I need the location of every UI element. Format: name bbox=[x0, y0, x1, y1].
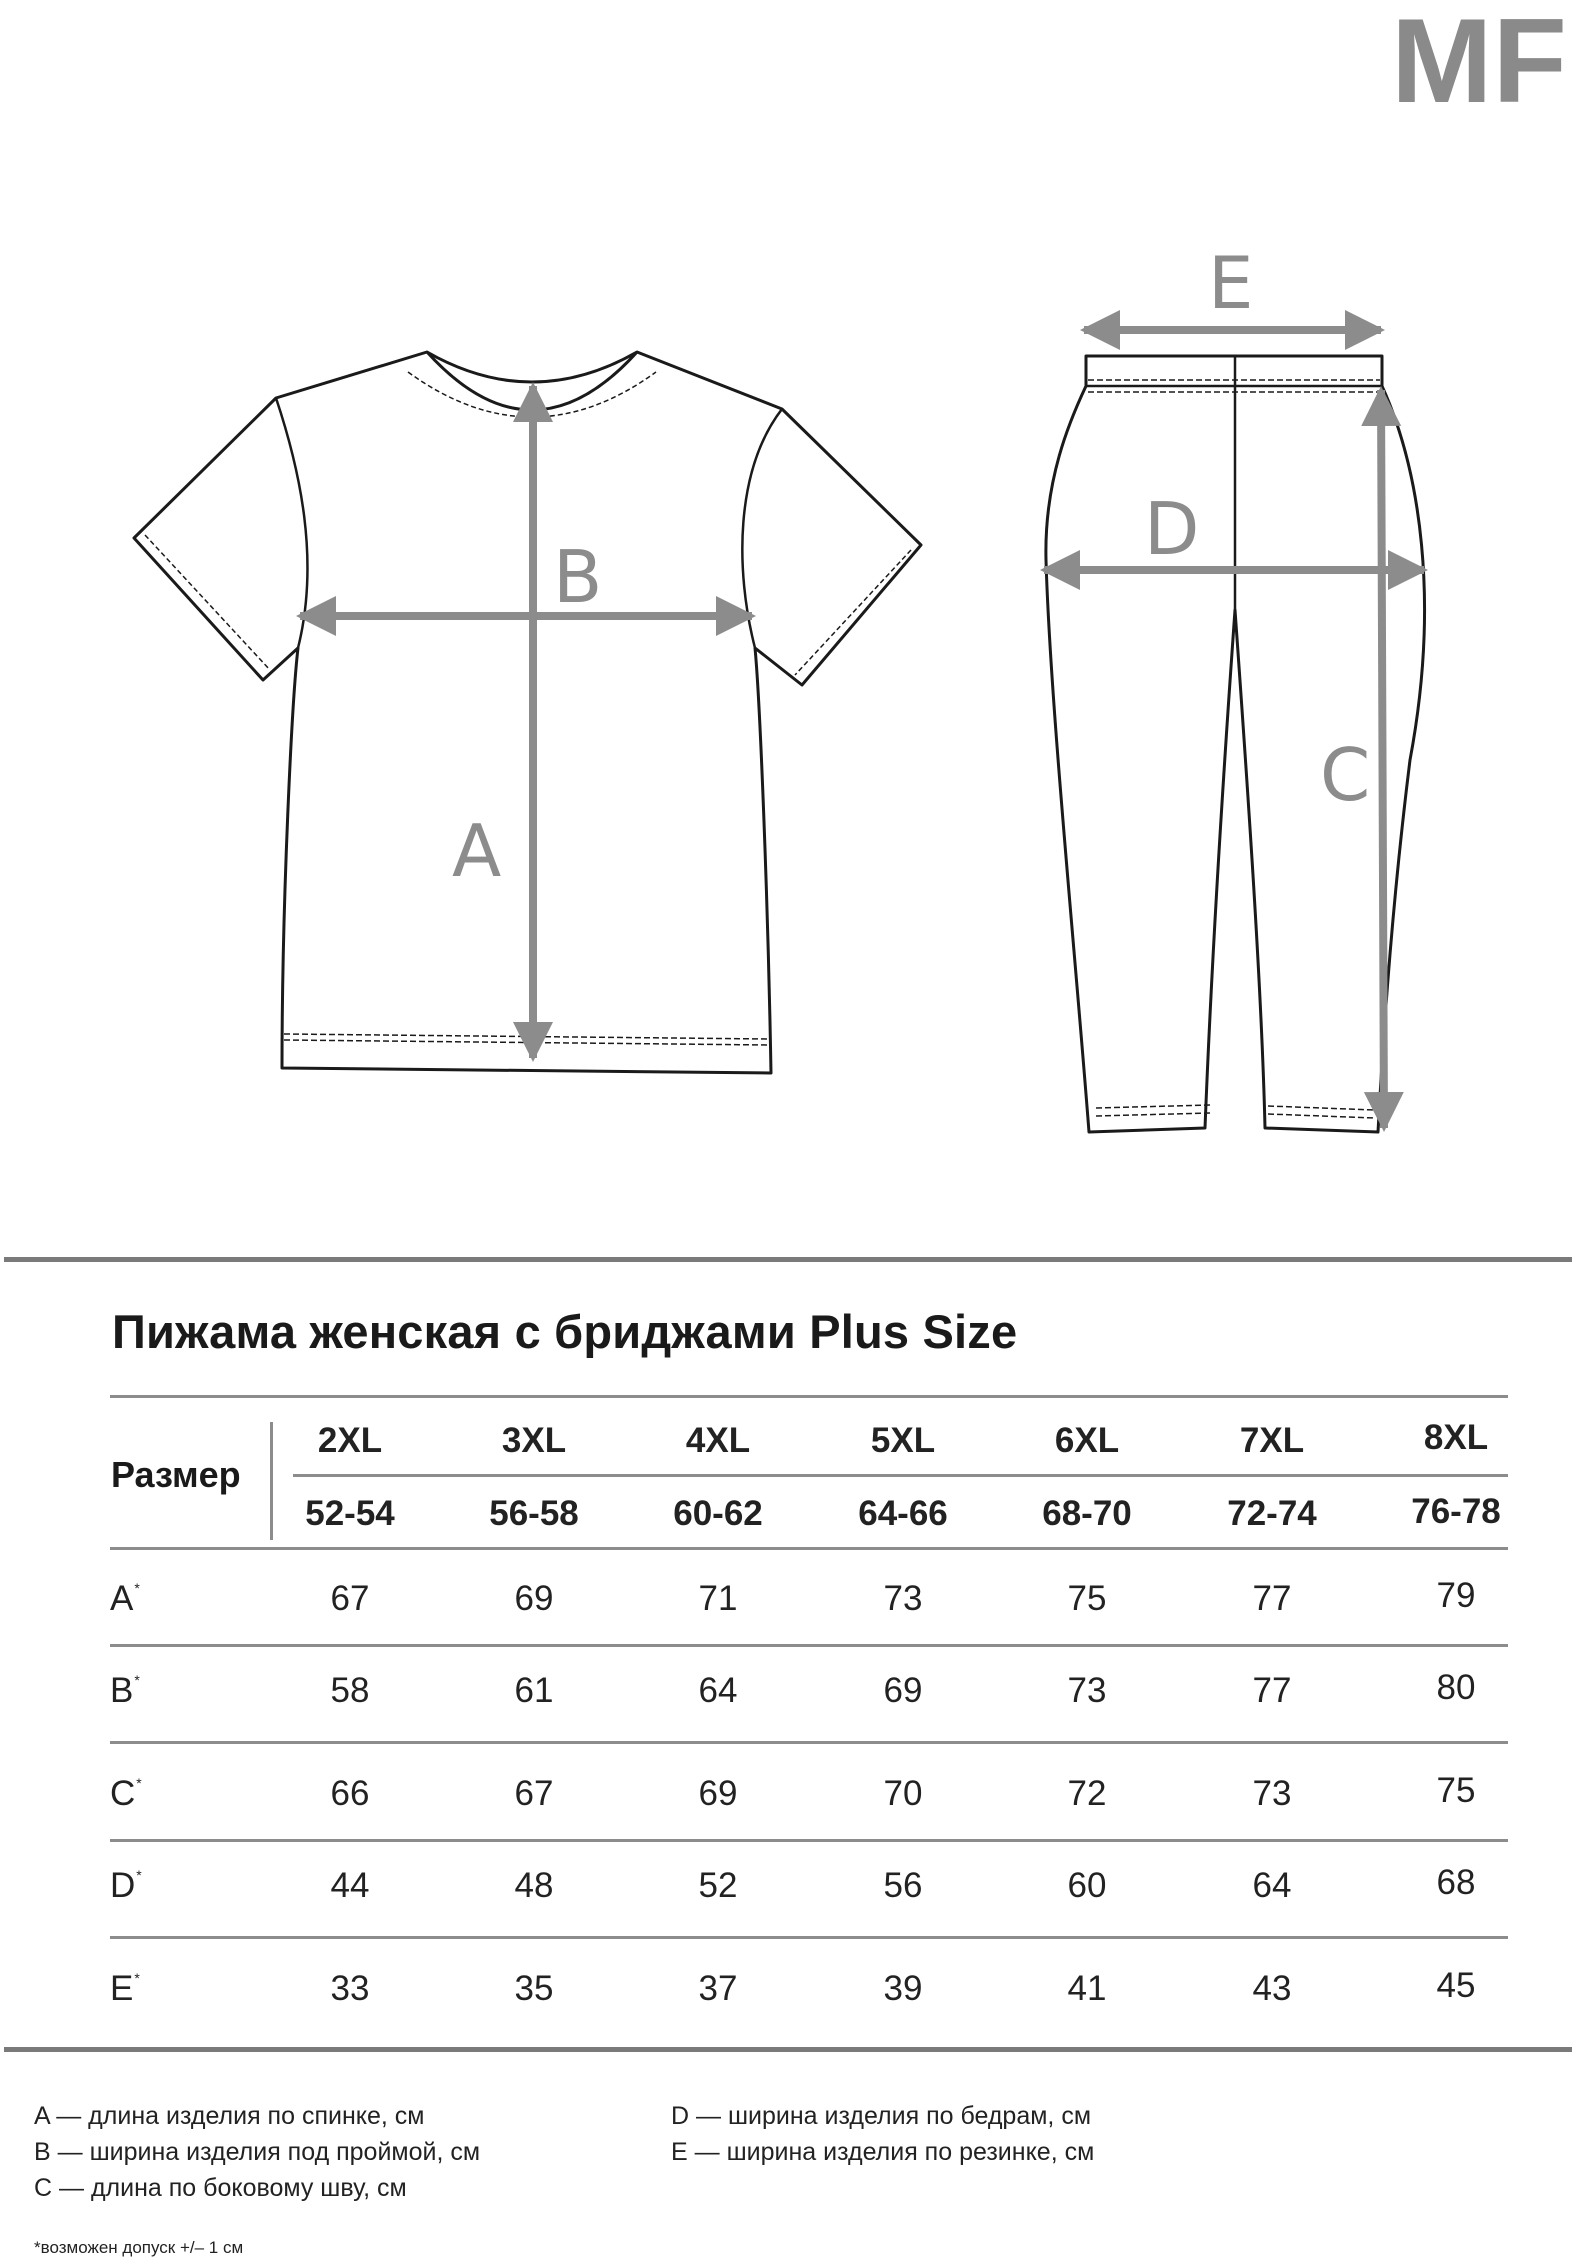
table-rule-row-c bbox=[110, 1839, 1508, 1842]
bottom-divider bbox=[4, 2047, 1572, 2052]
row-label: D* bbox=[110, 1866, 142, 1905]
row-label: A* bbox=[110, 1579, 140, 1618]
table-cell: 75 bbox=[1067, 1579, 1107, 1618]
legend-item: A — длина изделия по спинке, см bbox=[34, 2102, 425, 2130]
table-rule-row-d bbox=[110, 1936, 1508, 1939]
table-cell: 39 bbox=[883, 1969, 923, 2008]
ru-size: 52-54 bbox=[305, 1494, 395, 1533]
ru-size: 56-58 bbox=[489, 1494, 579, 1533]
table-cell: 75 bbox=[1436, 1771, 1476, 1810]
label-B: B bbox=[553, 535, 603, 619]
table-cell: 44 bbox=[330, 1866, 370, 1905]
table-cell: 67 bbox=[330, 1579, 370, 1618]
table-cell: 48 bbox=[514, 1866, 554, 1905]
legend-item: D — ширина изделия по бедрам, см bbox=[671, 2102, 1092, 2130]
size-header: 4XL bbox=[685, 1421, 751, 1460]
table-vertical-rule bbox=[270, 1422, 273, 1540]
label-E: E bbox=[1208, 241, 1254, 325]
table-cell: 77 bbox=[1252, 1579, 1292, 1618]
table-cell: 64 bbox=[698, 1671, 738, 1710]
table-cell: 61 bbox=[514, 1671, 554, 1710]
table-title: Пижама женская с бриджами Plus Size bbox=[112, 1305, 1018, 1358]
table-rule-row-b bbox=[110, 1741, 1508, 1744]
table-cell: 58 bbox=[330, 1671, 370, 1710]
table-cell: 64 bbox=[1252, 1866, 1292, 1905]
size-header: 5XL bbox=[870, 1421, 936, 1460]
size-header: 8XL bbox=[1423, 1418, 1489, 1457]
table-cell: 73 bbox=[1067, 1671, 1107, 1710]
table-cell: 33 bbox=[330, 1969, 370, 2008]
footnote: *возможен допуск +/– 1 см bbox=[34, 2238, 244, 2257]
ru-size: 64-66 bbox=[858, 1494, 948, 1533]
table-cell: 69 bbox=[883, 1671, 923, 1710]
table-cell: 70 bbox=[883, 1774, 923, 1813]
table-cell: 52 bbox=[698, 1866, 738, 1905]
table-cell: 68 bbox=[1436, 1863, 1476, 1902]
table-cell: 43 bbox=[1252, 1969, 1292, 2008]
size-column-label: Размер bbox=[111, 1454, 241, 1495]
legend-item: C — длина по боковому шву, см bbox=[34, 2174, 407, 2202]
tshirt-outline bbox=[134, 352, 921, 1073]
table-rule-header bbox=[110, 1547, 1508, 1550]
ru-size: 72-74 bbox=[1227, 1494, 1317, 1533]
table-cell: 73 bbox=[1252, 1774, 1292, 1813]
legend-item: E — ширина изделия по резинке, см bbox=[671, 2138, 1095, 2166]
table-cell: 35 bbox=[514, 1969, 554, 2008]
table-rule-sizes bbox=[293, 1474, 1508, 1477]
size-header: 6XL bbox=[1054, 1421, 1120, 1460]
top-divider bbox=[4, 1257, 1572, 1262]
table-cell: 66 bbox=[330, 1774, 370, 1813]
size-header: 7XL bbox=[1239, 1421, 1305, 1460]
row-label: E* bbox=[110, 1969, 140, 2008]
size-header: 2XL bbox=[317, 1421, 383, 1460]
table-rule-row-a bbox=[110, 1644, 1508, 1647]
arrow-C bbox=[1381, 390, 1384, 1128]
table-cell: 77 bbox=[1252, 1671, 1292, 1710]
table-cell: 41 bbox=[1067, 1969, 1107, 2008]
label-C: C bbox=[1320, 733, 1371, 817]
row-label: B* bbox=[110, 1671, 140, 1710]
size-header: 3XL bbox=[501, 1421, 567, 1460]
row-label: C* bbox=[110, 1774, 142, 1813]
table-cell: 71 bbox=[698, 1579, 738, 1618]
table-cell: 69 bbox=[514, 1579, 554, 1618]
ru-size: 76-78 bbox=[1411, 1492, 1501, 1531]
table-cell: 80 bbox=[1436, 1668, 1476, 1707]
table-cell: 60 bbox=[1067, 1866, 1107, 1905]
table-cell: 45 bbox=[1436, 1966, 1476, 2005]
table-cell: 72 bbox=[1067, 1774, 1107, 1813]
label-A: A bbox=[452, 809, 502, 893]
brand-logo-text: MF bbox=[1391, 0, 1567, 106]
table-cell: 79 bbox=[1436, 1576, 1476, 1615]
table-cell: 67 bbox=[514, 1774, 554, 1813]
ru-size: 68-70 bbox=[1042, 1494, 1132, 1533]
table-cell: 69 bbox=[698, 1774, 738, 1813]
table-rule-top bbox=[110, 1395, 1508, 1398]
label-D: D bbox=[1144, 487, 1200, 571]
table-cell: 37 bbox=[698, 1969, 738, 2008]
legend-item: B — ширина изделия под проймой, см bbox=[34, 2138, 481, 2166]
table-cell: 56 bbox=[883, 1866, 923, 1905]
ru-size: 60-62 bbox=[673, 1494, 763, 1533]
table-cell: 73 bbox=[883, 1579, 923, 1618]
